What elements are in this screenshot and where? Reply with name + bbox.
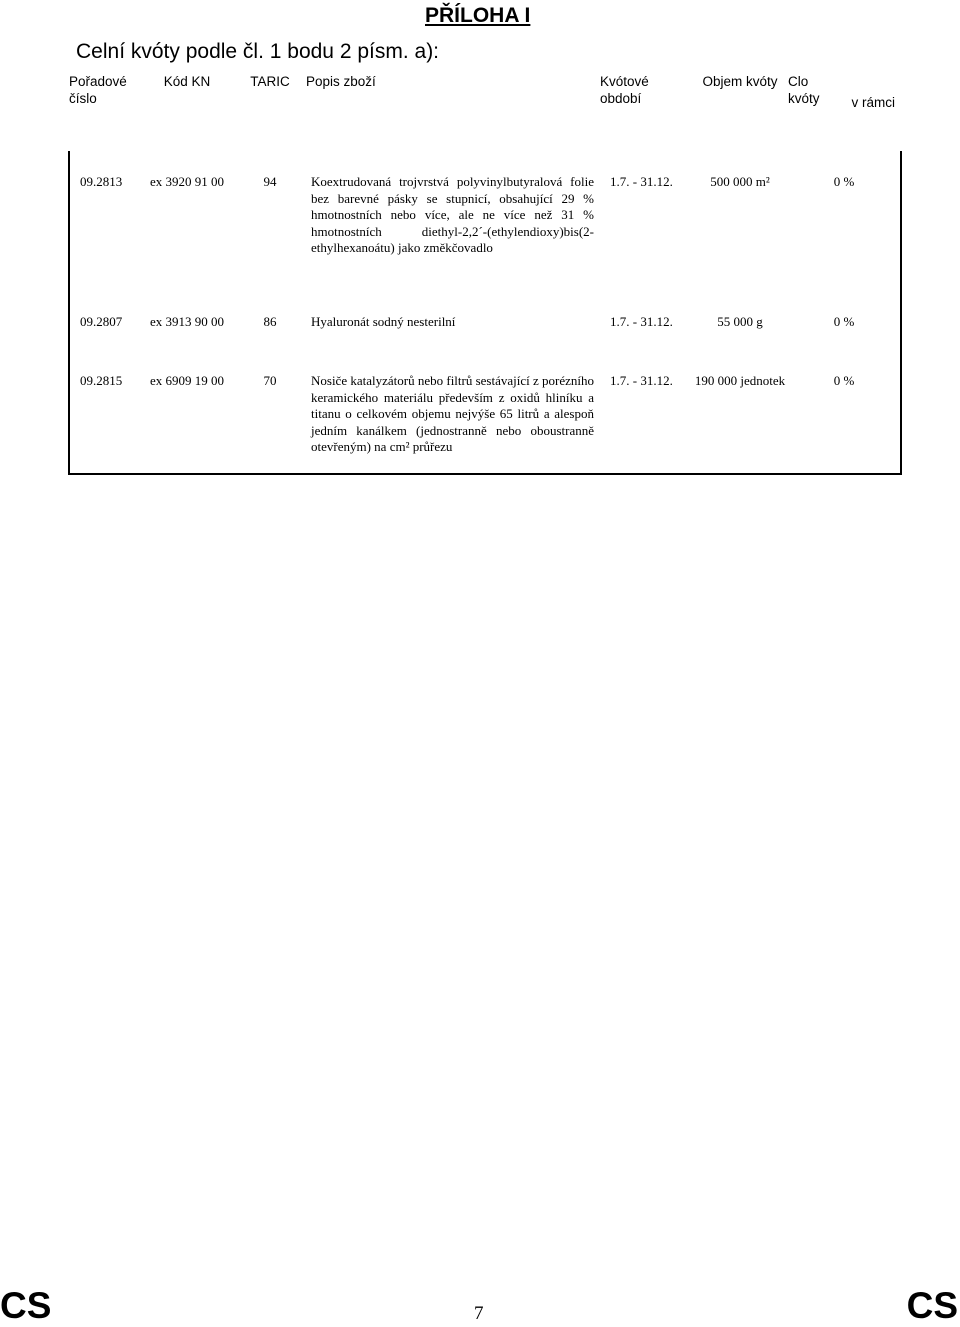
period-cell: 1.7. - 31.12. xyxy=(610,174,673,189)
table-row xyxy=(69,350,901,474)
duty-cell: 0 % xyxy=(788,350,901,474)
cn-code-cell: ex 6909 19 00 xyxy=(140,350,234,474)
order-number-cell: 09.2815 xyxy=(69,350,140,474)
header-description: Popis zboží xyxy=(306,74,376,89)
page-heading: Celní kvóty podle čl. 1 bodu 2 písm. a): xyxy=(76,40,440,63)
order-number-cell: 09.2807 xyxy=(69,291,140,350)
header-quota-period xyxy=(600,73,692,151)
table-row xyxy=(69,291,901,350)
period-cell: 1.7. - 31.12. xyxy=(610,314,673,329)
header-duty-line2: kvóty xyxy=(788,91,820,106)
header-cn-code: Kód KN xyxy=(163,74,211,89)
volume-cell: 500 000 m² xyxy=(710,174,770,189)
header-duty-line1: Clo xyxy=(788,74,809,89)
header-order-number xyxy=(69,73,140,151)
table-row xyxy=(69,151,901,291)
order-number-cell: 09.2813 xyxy=(69,151,140,291)
header-quota-period-line1: Kvótové xyxy=(600,74,649,89)
page-number: 7 xyxy=(474,1303,484,1324)
table-header-row xyxy=(69,73,901,151)
volume-cell: 190 000 jednotek xyxy=(692,350,788,474)
taric-cell: 86 xyxy=(263,314,277,329)
footer-language-code-left: CS xyxy=(0,1285,52,1326)
annex-title: PŘÍLOHA I xyxy=(425,4,531,27)
duty-cell: 0 % xyxy=(788,291,901,350)
header-in-quota-duty xyxy=(788,73,901,151)
cn-code-cell: ex 3920 91 00 xyxy=(149,174,225,189)
taric-cell: 70 xyxy=(234,350,306,474)
taric-cell: 94 xyxy=(263,174,277,189)
header-quota-period-line2: období xyxy=(600,91,642,106)
description-cell: Koextrudovaná trojvrstvá polyvinylbutyralová folie bez barevné pásky se stupnicí, obsahující 29 % hmotnostních nebo více, ale ne více než 31 % hmotnostních diethyl-2,2´-(ethylendioxy)bis(2-ethylhexanoátu) jako změkčovadlo xyxy=(311,174,594,255)
header-order-number-line2: číslo xyxy=(69,91,97,106)
description-cell: Nosiče katalyzátorů nebo filtrů sestávající z porézního keramického materiálu především z oxidů hliníku a titanu o celkovém objemu nejvýše 65 litrů a alespoň jedním kanálkem (jednostranně nebo oboustranně otevřeným) na cm² průřezu xyxy=(306,350,600,474)
header-quota-volume: Objem kvóty xyxy=(702,74,778,89)
header-duty-line1-extra: v rámci xyxy=(851,95,895,110)
header-order-number-line1: Pořadové xyxy=(69,74,127,89)
description-cell: Hyaluronát sodný nesterilní xyxy=(311,314,456,329)
cn-code-cell: ex 3913 90 00 xyxy=(149,314,225,329)
header-taric: TARIC xyxy=(250,74,290,89)
volume-cell: 55 000 g xyxy=(717,314,763,329)
footer-language-code-right: CS xyxy=(906,1285,958,1326)
period-cell: 1.7. - 31.12. xyxy=(600,350,692,474)
quota-table xyxy=(68,73,902,475)
duty-cell: 0 % xyxy=(788,151,901,291)
